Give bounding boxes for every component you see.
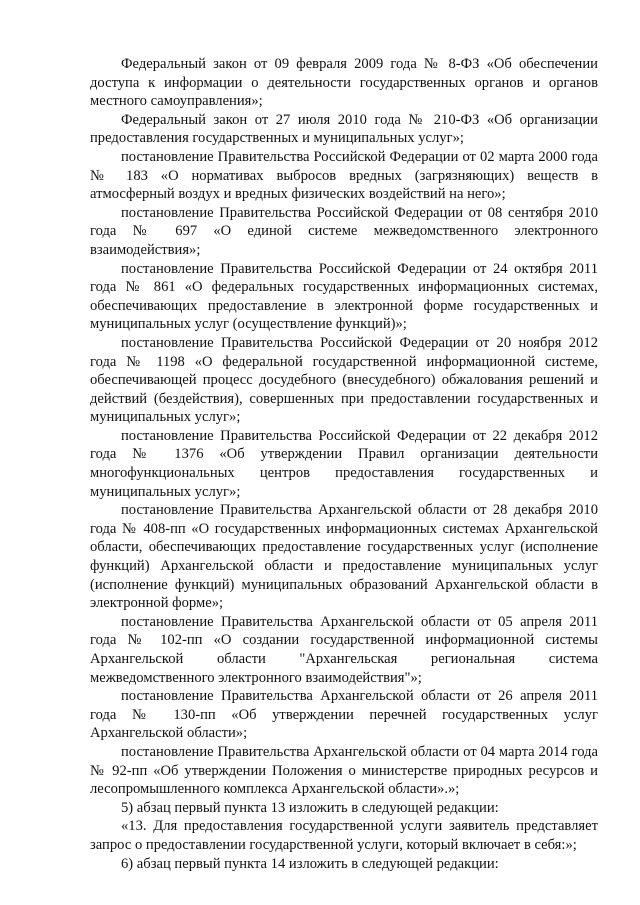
paragraph-resolution-183: постановление Правительства Российской Федерации от 02 марта 2000 года № 183 «О нормативах выбросов вредных (загрязняющих) веществ в атмосферный воздух и вредных физических воздействий на него»; xyxy=(90,148,598,203)
paragraph-resolution-130-pp: постановление Правительства Архангельской области от 26 апреля 2011 года № 130-пп «Об утверждении перечней государственных услуг Архангельской области»; xyxy=(90,688,598,742)
paragraph-item-6: 6) абзац первый пункта 14 изложить в следующей редакции: xyxy=(121,855,499,872)
paragraph-clause-13: «13. Для предоставления государственной услуги заявитель представляет запрос о предоставлении государственной услуги, который включает в себя:»; xyxy=(90,818,598,853)
paragraph-law-8-fz: Федеральный закон от 09 февраля 2009 года № 8-ФЗ «Об обеспечении доступа к информации о деятельности государственных органов и органов местного самоуправления»; xyxy=(90,56,598,110)
paragraph-resolution-102-pp: постановление Правительства Архангельской области от 05 апреля 2011 года № 102-пп «О создании государственной информационной системы Архангельской области "Архангельская региональная система межведомственного электронного взаимодействия"»; xyxy=(90,613,598,686)
paragraph-resolution-408-pp: постановление Правительства Архангельской области от 28 декабря 2010 года № 408-пп «О государственных информационных системах Архангельской области, обеспечивающих предоставление государственных услуг (исполнение функций) Архангельской области и предоставление муниципальных услуг (исполнение функций) муниципальных образований Архангельской области в электронной форме»; xyxy=(90,502,598,612)
paragraph-resolution-861: постановление Правительства Российской Федерации от 24 октября 2011 года № 861 «О федеральных государственных информационных системах, обеспечивающих предоставление в электронной форме государственных и муниципальных услуг (осуществление функций)»; xyxy=(90,260,598,333)
paragraph-item-5: 5) абзац первый пункта 13 изложить в следующей редакции: xyxy=(121,799,499,816)
paragraph-resolution-92-pp: постановление Правительства Архангельской области от 04 марта 2014 года № 92-пп «Об утверждении Положения о министерстве природных ресурсов и лесопромышленного комплекса Архангельской области».»; xyxy=(90,743,598,798)
paragraph-resolution-1198: постановление Правительства Российской Федерации от 20 ноября 2012 года № 1198 «О федеральной государственной информационной системе, обеспечивающей процесс досудебного (внесудебного) обжалования решений и действий (бездействия), совершенных при предоставлении государственных и муниципальных услуг»; xyxy=(90,334,598,426)
document-page xyxy=(90,55,598,873)
paragraph-law-210-fz: Федеральный закон от 27 июля 2010 года № 210-ФЗ «Об организации предоставления государственных и муниципальных услуг»; xyxy=(90,111,598,147)
paragraph-resolution-1376: постановление Правительства Российской Федерации от 22 декабря 2012 года № 1376 «Об утверждении Правил организации деятельности многофункциональных центров предоставления государственных и муниципальных услуг»; xyxy=(90,427,598,500)
paragraph-resolution-697: постановление Правительства Российской Федерации от 08 сентября 2010 года № 697 «О единой системе межведомственного электронного взаимодействия»; xyxy=(90,204,598,258)
